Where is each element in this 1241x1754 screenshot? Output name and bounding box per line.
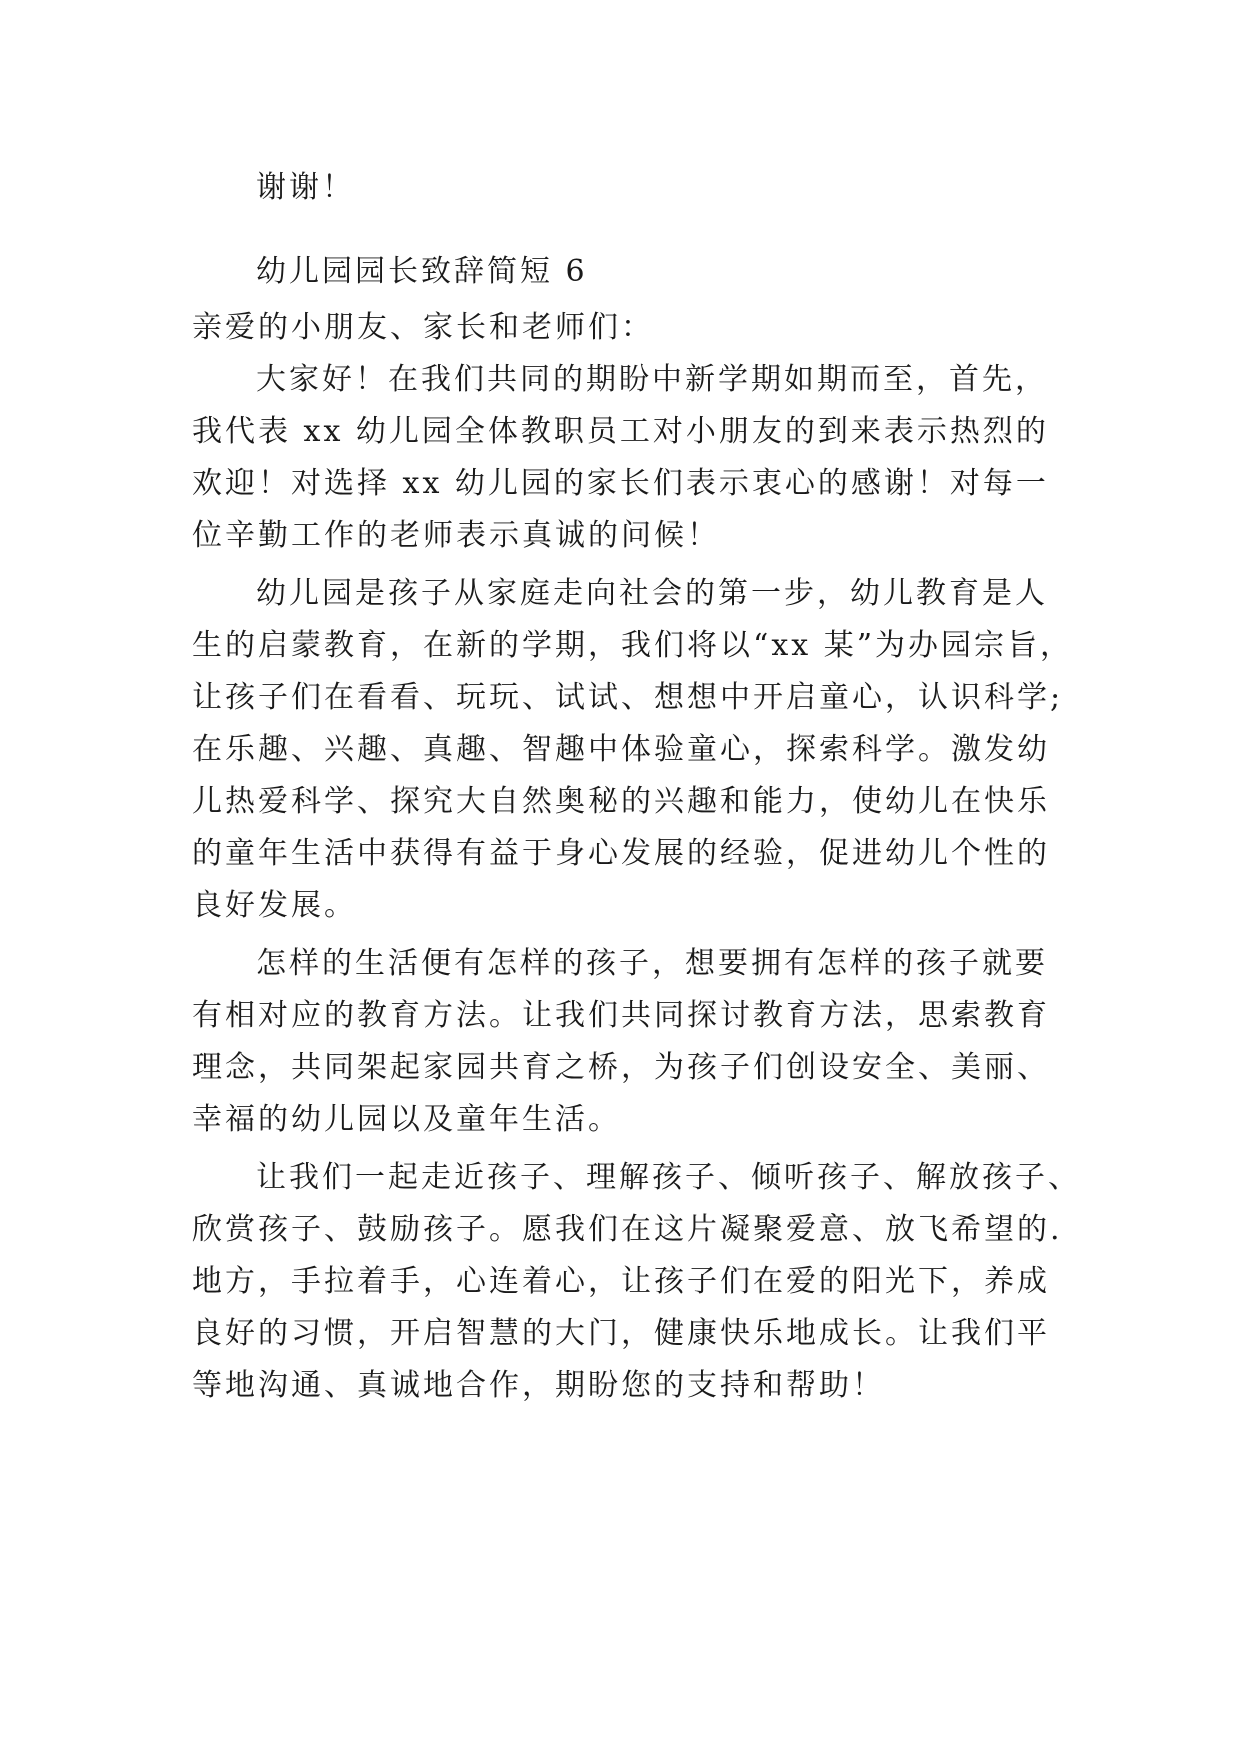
paragraph-line: 怎样的生活便有怎样的孩子，想要拥有怎样的孩子就要	[256, 946, 1048, 981]
paragraph-line: 欣赏孩子、鼓励孩子。愿我们在这片凝聚爱意、放飞希望的.	[192, 1212, 1063, 1247]
paragraph-line: 在乐趣、兴趣、真趣、智趣中体验童心，探索科学。激发幼	[192, 732, 1050, 767]
paragraph-line: 幼儿园是孩子从家庭走向社会的第一步，幼儿教育是人	[256, 576, 1048, 611]
paragraph-line: 儿热爱科学、探究大自然奥秘的兴趣和能力，使幼儿在快乐	[192, 784, 1050, 819]
paragraph-line: 等地沟通、真诚地合作，期盼您的支持和帮助！	[192, 1368, 885, 1403]
paragraph-line: 生的启蒙教育，在新的学期，我们将以“xx 某”为办园宗旨，	[192, 628, 1074, 663]
paragraph-line: 地方，手拉着手，心连着心，让孩子们在爱的阳光下，养成	[192, 1264, 1050, 1299]
paragraph-line: 有相对应的教育方法。让我们共同探讨教育方法，思索教育	[192, 998, 1050, 1033]
paragraph-line: 让孩子们在看看、玩玩、试试、想想中开启童心，认识科学;	[192, 680, 1064, 715]
paragraph-line: 位辛勤工作的老师表示真诚的问候！	[192, 518, 720, 553]
paragraph-line: 让我们一起走近孩子、理解孩子、倾听孩子、解放孩子、	[256, 1160, 1081, 1195]
paragraph-line: 我代表 xx 幼儿园全体教职员工对小朋友的到来表示热烈的	[192, 414, 1049, 449]
paragraph-line: 良好的习惯，开启智慧的大门，健康快乐地成长。让我们平	[192, 1316, 1050, 1351]
section-title: 幼儿园园长致辞简短 6	[256, 254, 588, 289]
paragraph-line: 幸福的幼儿园以及童年生活。	[192, 1102, 621, 1137]
salutation: 亲爱的小朋友、家长和老师们：	[192, 310, 654, 345]
paragraph-line: 的童年生活中获得有益于身心发展的经验，促进幼儿个性的	[192, 836, 1050, 871]
paragraph-line: 欢迎！对选择 xx 幼儿园的家长们表示衷心的感谢！对每一	[192, 466, 1049, 501]
paragraph-line: 大家好！在我们共同的期盼中新学期如期而至，首先，	[256, 362, 1048, 397]
paragraph-line: 理念，共同架起家园共育之桥，为孩子们创设安全、美丽、	[192, 1050, 1050, 1085]
closing-text: 谢谢！	[256, 170, 355, 205]
paragraph-line: 良好发展。	[192, 888, 357, 923]
